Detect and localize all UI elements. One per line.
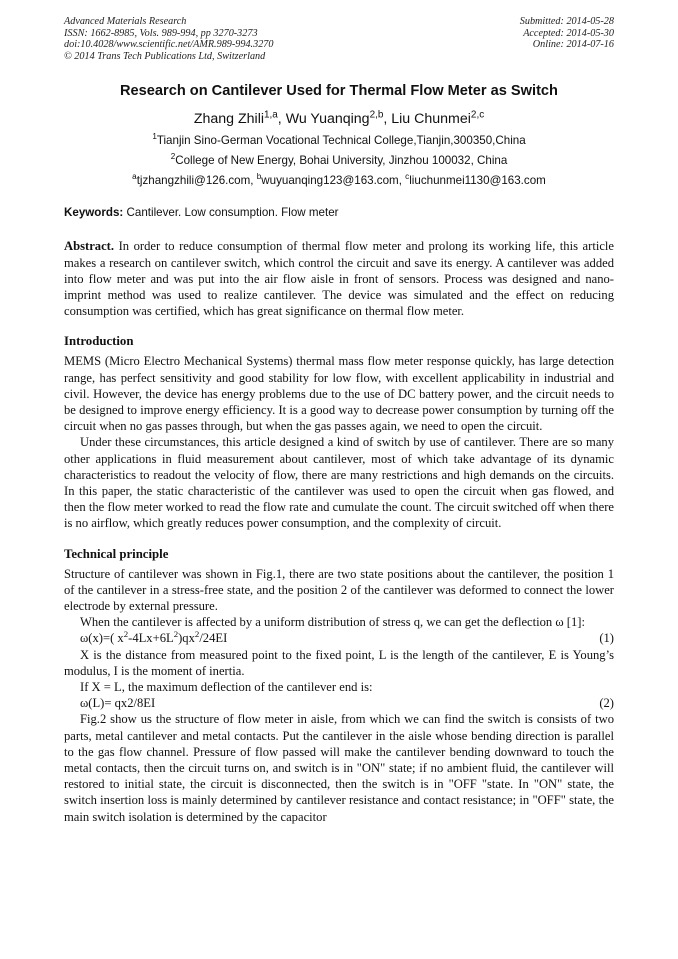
author-affiliation-mark: 2,c (470, 109, 485, 121)
equation-1 (64, 630, 614, 646)
author-emails (64, 174, 614, 188)
online-date: Online: 2014-07-16 (532, 39, 614, 51)
journal-issn: ISSN: 1662-8985, Vols. 989-994, pp 3270-3273 (64, 27, 258, 39)
affiliation-text: Tianjin Sino-German Vocational Technical College,Tianjin,300350,China (156, 134, 526, 148)
author-name: Zhang Zhili (193, 111, 264, 128)
abstract-label: Abstract. (64, 239, 115, 254)
affiliation-text: College of New Energy, Bohai University, Jinzhou 100032, China (175, 154, 508, 168)
equation-2-body: ω(L)= qx2/8EI (80, 696, 156, 711)
journal-copyright: © 2014 Trans Tech Publications Ltd, Switzerland (64, 50, 266, 62)
intro-paragraph-1: MEMS (Micro Electro Mechanical Systems) thermal mass flow meter response quickly, has large detection range, has perfect sensitivity and good stability for low flow, with excellent applicability in industrial and civil. However, the device has energy problems due to the use of DC battery power, and the circuit needs to be designed to improve energy efficiency. It is a good way to decrease power consumption by turning off the circuit when no gas passes through, but when the gas passes again, we need to open the circuit. (64, 354, 614, 434)
section-heading-introduction: Introduction (64, 334, 134, 349)
affiliation-mark: 2 (170, 152, 176, 162)
eq-sup: 2 (123, 629, 129, 640)
eq-part: ω(x)=( x (80, 631, 124, 646)
keywords-text: Cantilever. Low consumption. Flow meter (123, 206, 339, 220)
submitted-date: Submitted: 2014-05-28 (519, 16, 614, 27)
keywords-label: Keywords: (64, 206, 124, 220)
intro-paragraph-2: Under these circumstances, this article designed a kind of switch by use of cantilever. There are so many other applications in fluid measurement about cantilever, most of which take advantage of its dynamic characteristics to readout the velocity of flow, there are many restrictions and high demands on the circuits. In this paper, the static characteristic of the cantilever was used to open the circuit when gas flowed, and then the flow meter worked to read the flow rate and cumulate the count. The circuit switched off when there is no airflow, which greatly reduces power consumption, and the complexity of circuit. (64, 435, 614, 531)
journal-info (64, 16, 273, 62)
accepted-date: Accepted: 2014-05-30 (523, 27, 614, 39)
section-heading-technical-principle: Technical principle (64, 546, 169, 561)
eq-sup: 2 (173, 629, 179, 640)
paper-title: Research on Cantilever Used for Thermal Flow Meter as Switch (120, 83, 558, 100)
email-text[interactable]: liuchunmei1130@163.com (409, 174, 546, 188)
eq-part: /24EI (199, 631, 228, 646)
affiliation-1 (64, 134, 614, 148)
tech-paragraph-4: If X = L, the maximum deflection of the cantilever end is: (80, 680, 373, 695)
equation-1-body (80, 630, 227, 646)
abstract (64, 238, 614, 319)
author-separator: , (383, 111, 392, 128)
journal-doi: doi:10.4028/www.scientific.net/AMR.989-994.3270 (64, 39, 274, 51)
tech-paragraph-2: When the cantilever is affected by a uniform distribution of stress q, we can get the deflection ω [1]: (80, 615, 585, 630)
equation-2 (64, 695, 614, 711)
email-mark: a (132, 172, 137, 182)
tech-paragraph-1: Structure of cantilever was shown in Fig.1, there are two state positions about the cantilever, the position 1 of the cantilever in a stress-free state, and the position 2 of the cantilever was deformed to connect the lower electrode by external pressure. (64, 566, 614, 614)
equation-1-number: (1) (599, 631, 614, 646)
equation-2-number: (2) (599, 696, 614, 711)
author-affiliation-mark: 1,a (264, 109, 278, 121)
email-text[interactable]: tjzhangzhili@126.com, (136, 174, 257, 188)
affiliation-2 (64, 154, 614, 168)
eq-sup: 2 (194, 629, 200, 640)
abstract-text: In order to reduce consumption of thermal flow meter and prolong its working life, this article makes a research on cantilever switch, which control the circuit and save its energy. A cantilever was added into flow meter and was put into the air flow aisle in front of sensors. Process was designed and nano-imprint method was used to realize cantilever. The device was simulated and the effect on reducing consumption was certified, which has great significance on thermal flow meter. (64, 239, 614, 319)
author-affiliation-mark: 2,b (369, 109, 384, 121)
submission-dates (520, 16, 614, 62)
email-mark: b (256, 172, 262, 182)
email-mark: c (405, 172, 410, 182)
author-name: Wu Yuanqing (285, 111, 370, 128)
tech-paragraph-3: X is the distance from measured point to the fixed point, L is the length of the cantilever, E is Young’s modulus, I is the moment of inertia. (64, 647, 614, 678)
eq-part: )qx (178, 631, 195, 646)
email-text[interactable]: wuyuanqing123@163.com, (261, 174, 406, 188)
journal-name: Advanced Materials Research (64, 16, 187, 27)
author-name: Liu Chunmei (391, 111, 471, 128)
author-list (64, 110, 614, 128)
journal-header (64, 16, 614, 62)
keywords (64, 206, 614, 220)
eq-part: -4Lx+6L (128, 631, 174, 646)
affiliation-mark: 1 (152, 132, 157, 142)
tech-paragraph-5: Fig.2 show us the structure of flow meter in aisle, from which we can find the switch is consists of two parts, metal cantilever and metal contacts. Put the cantilever in the aisle whose bending direction is parallel to the gas flow channel. Pressure of flow passed will make the cantilever bending downward to touch the metal contacts, then the circuit turns on, and switch is in "ON" state; if no ambient fluid, the cantilever will restored to initial state, the circuit is disconnected, then the switch is in "OFF "state. In "ON" state, the switch insertion loss is mainly determined by cantilever resistance and contact resistance; in "OFF" state, the main switch isolation is determined by the capacitor (64, 712, 614, 824)
author-separator: , (277, 111, 286, 128)
